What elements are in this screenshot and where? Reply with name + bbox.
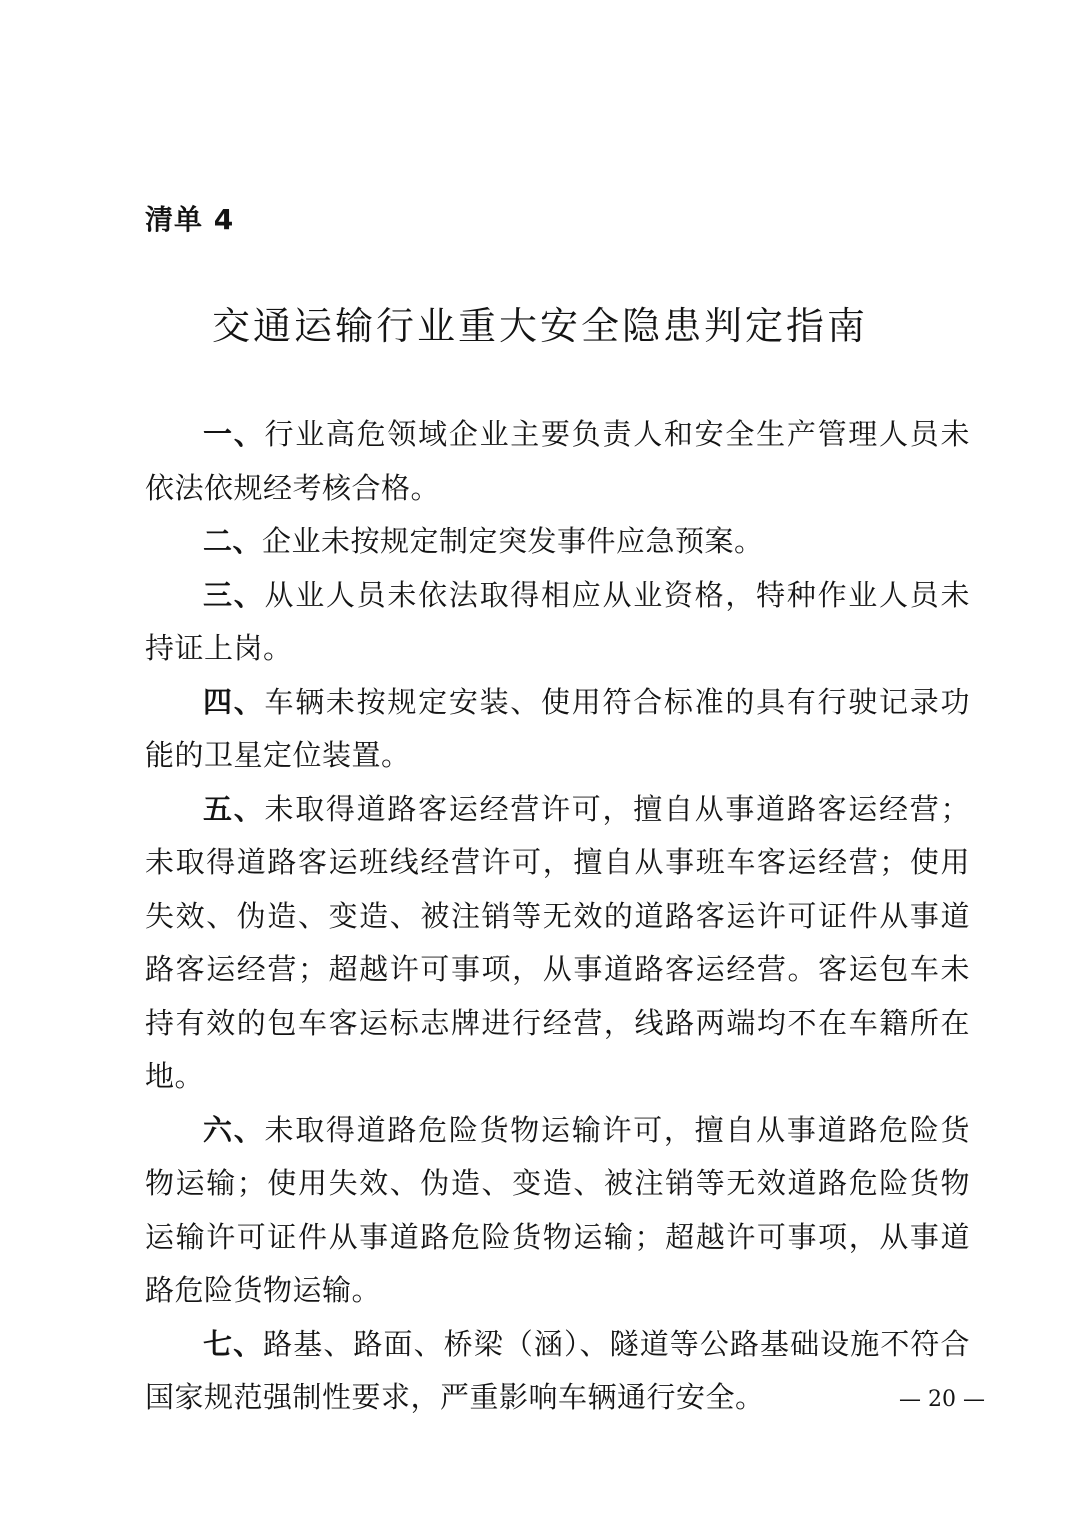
- item-number: 七、: [203, 1326, 264, 1361]
- list-item: [145, 408, 970, 515]
- item-text: 未取得道路客运经营许可，擅自从事道路客运经营；未取得道路客运班线经营许可，擅自从事班车客运经营；使用失效、伪造、变造、被注销等无效的道路客运许可证件从事道路客运经营；超越许可事项，从事道路客运经营。客运包车未持有效的包车客运标志牌进行经营，线路两端均不在车籍所在地。: [145, 791, 970, 1093]
- item-text: 未取得道路危险货物运输许可，擅自从事道路危险货物运输；使用失效、伪造、变造、被注销等无效道路危险货物运输许可证件从事道路危险货物运输；超越许可事项，从事道路危险货物运输。: [145, 1112, 970, 1307]
- item-number: 四、: [203, 684, 265, 719]
- item-number: 六、: [203, 1112, 265, 1147]
- item-text: 企业未按规定制定突发事件应急预案。: [262, 524, 764, 558]
- list-item: [145, 1318, 970, 1425]
- list-item: [145, 569, 970, 676]
- item-number: 二、: [203, 524, 263, 558]
- list-item: [145, 676, 970, 783]
- list-item: [145, 515, 970, 569]
- page-number: — 20 —: [899, 1387, 985, 1412]
- item-number: 五、: [203, 791, 265, 826]
- page-title: 交通运输行业重大安全隐患判定指南: [211, 304, 868, 348]
- item-text: 路基、路面、桥梁（涵）、隧道等公路基础设施不符合国家规范强制性要求，严重影响车辆通行安全。: [145, 1326, 970, 1414]
- item-text: 行业高危领域企业主要负责人和安全生产管理人员未依法依规经考核合格。: [145, 417, 970, 505]
- item-number: 一、: [203, 417, 265, 451]
- item-list: [145, 408, 970, 1425]
- item-number: 三、: [203, 577, 265, 612]
- list-item: [145, 783, 970, 1104]
- list-item: [145, 1104, 970, 1318]
- item-text: 从业人员未依法取得相应从业资格，特种作业人员未持证上岗。: [145, 577, 970, 665]
- list-label: 清单 4: [145, 203, 235, 236]
- item-text: 车辆未按规定安装、使用符合标准的具有行驶记录功能的卫星定位装置。: [145, 684, 970, 772]
